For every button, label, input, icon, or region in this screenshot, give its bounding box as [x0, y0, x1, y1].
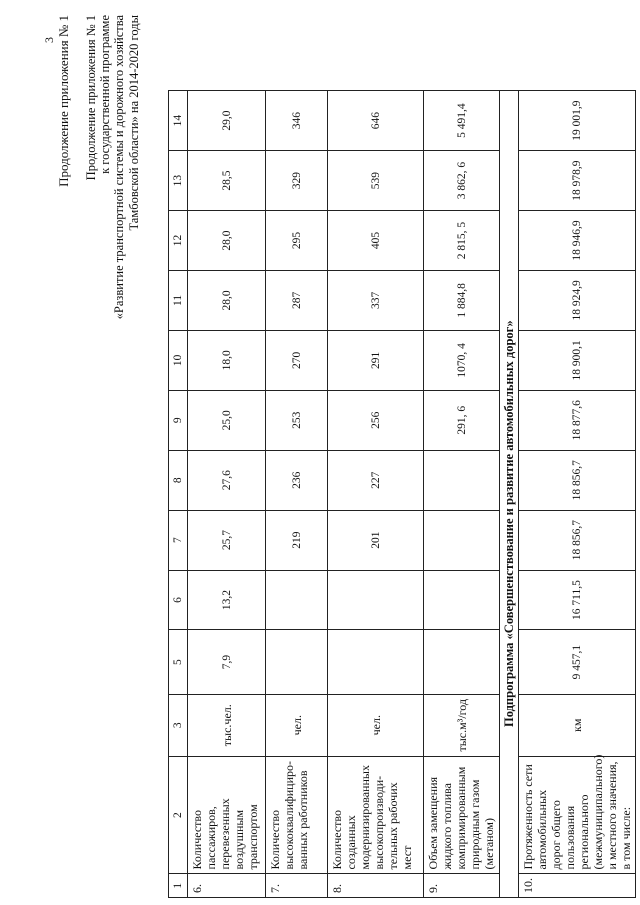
value-cell: 346 — [266, 91, 328, 151]
table-row — [424, 91, 500, 898]
value-cell: 25,0 — [188, 390, 266, 450]
value-cell: 5 491,4 — [424, 91, 500, 151]
value-cell: 18 978,9 — [519, 151, 636, 211]
value-cell — [328, 630, 424, 694]
value-cell: 28,0 — [188, 211, 266, 271]
table-row — [188, 91, 266, 898]
value-cell: 18 877,6 — [519, 390, 636, 450]
indicators-table — [168, 90, 636, 898]
value-cell: 3 862, 6 — [424, 151, 500, 211]
value-cell: 1 884,8 — [424, 270, 500, 330]
row-number: 9. — [424, 874, 500, 898]
value-cell: 18 900,1 — [519, 330, 636, 390]
column-header: 9 — [169, 390, 188, 450]
value-cell: 201 — [328, 510, 424, 570]
value-cell: 19 001,9 — [519, 91, 636, 151]
column-header: 3 — [169, 694, 188, 756]
value-cell: 18 856,7 — [519, 510, 636, 570]
value-cell: 13,2 — [188, 570, 266, 630]
value-cell: 287 — [266, 270, 328, 330]
subprogram-title: Подпрограмма «Совершенствование и развитие автомобильных дорог» — [500, 91, 519, 898]
value-cell: 337 — [328, 270, 424, 330]
value-cell: 28,5 — [188, 151, 266, 211]
value-cell — [424, 630, 500, 694]
indicator-name: Протяженность сети автомобильных дорог общего пользования регионального (межмуниципального) и местного значения, в том числе: — [519, 756, 636, 874]
value-cell: 18 946,9 — [519, 211, 636, 271]
value-cell: 405 — [328, 211, 424, 271]
value-cell: 539 — [328, 151, 424, 211]
value-cell: 1070, 4 — [424, 330, 500, 390]
table-row — [328, 91, 424, 898]
table-header-row — [169, 91, 188, 898]
value-cell — [424, 570, 500, 630]
value-cell: 646 — [328, 91, 424, 151]
appendix-line-3: «Развитие транспортной системы и дорожного хозяйства — [112, 15, 127, 320]
column-header: 14 — [169, 91, 188, 151]
value-cell: 253 — [266, 390, 328, 450]
page-number: 3 — [42, 37, 56, 43]
table-row — [519, 91, 636, 898]
unit-cell: чел. — [266, 694, 328, 756]
column-header: 2 — [169, 756, 188, 874]
value-cell: 25,7 — [188, 510, 266, 570]
value-cell: 256 — [328, 390, 424, 450]
value-cell: 291, 6 — [424, 390, 500, 450]
subprogram-row — [500, 91, 519, 898]
row-number: 8. — [328, 874, 424, 898]
indicator-name: Количество пассажиров, перевезенных воздушным транспортом — [188, 756, 266, 874]
value-cell: 28,0 — [188, 270, 266, 330]
value-cell: 18 924,9 — [519, 270, 636, 330]
appendix-header — [84, 15, 141, 355]
unit-cell: тыс.чел. — [188, 694, 266, 756]
unit-cell: км — [519, 694, 636, 756]
value-cell: 219 — [266, 510, 328, 570]
appendix-line-1: Продолжение приложения № 1 — [84, 15, 98, 181]
column-header: 7 — [169, 510, 188, 570]
column-header: 6 — [169, 570, 188, 630]
column-header: 10 — [169, 330, 188, 390]
value-cell: 227 — [328, 450, 424, 510]
indicator-name: Количество созданных модернизированных высокопроизводи-тельных рабочих мест — [328, 756, 424, 874]
value-cell: 29,0 — [188, 91, 266, 151]
row-number: 7. — [266, 874, 328, 898]
value-cell: 270 — [266, 330, 328, 390]
row-number: 10. — [519, 874, 636, 898]
value-cell: 295 — [266, 211, 328, 271]
value-cell — [266, 570, 328, 630]
column-header: 1 — [169, 874, 188, 898]
column-header: 5 — [169, 630, 188, 694]
column-header: 12 — [169, 211, 188, 271]
appendix-line-2: к государственной программе — [98, 15, 113, 174]
unit-cell: тыс.м³/год — [424, 694, 500, 756]
continuation-note: Продолжение приложения № 1 — [56, 15, 71, 187]
value-cell: 291 — [328, 330, 424, 390]
value-cell: 2 815, 5 — [424, 211, 500, 271]
value-cell — [328, 570, 424, 630]
unit-cell: чел. — [328, 694, 424, 756]
value-cell — [424, 450, 500, 510]
column-header: 8 — [169, 450, 188, 510]
table-row — [266, 91, 328, 898]
column-header: 11 — [169, 270, 188, 330]
value-cell — [266, 630, 328, 694]
appendix-line-4: Тамбовской области» на 2014-2020 годы — [126, 15, 141, 231]
row-number: 6. — [188, 874, 266, 898]
value-cell: 329 — [266, 151, 328, 211]
value-cell — [424, 510, 500, 570]
indicator-name: Количество высококвалифициро-ванных работников — [266, 756, 328, 874]
value-cell: 236 — [266, 450, 328, 510]
value-cell: 18,0 — [188, 330, 266, 390]
value-cell: 18 856,7 — [519, 450, 636, 510]
column-header: 13 — [169, 151, 188, 211]
indicator-name: Объем замещения жидкого топлива компримированным природным газом (метаном) — [424, 756, 500, 874]
value-cell: 7,9 — [188, 630, 266, 694]
value-cell: 16 711,5 — [519, 570, 636, 630]
value-cell: 27,6 — [188, 450, 266, 510]
value-cell: 9 457,1 — [519, 630, 636, 694]
